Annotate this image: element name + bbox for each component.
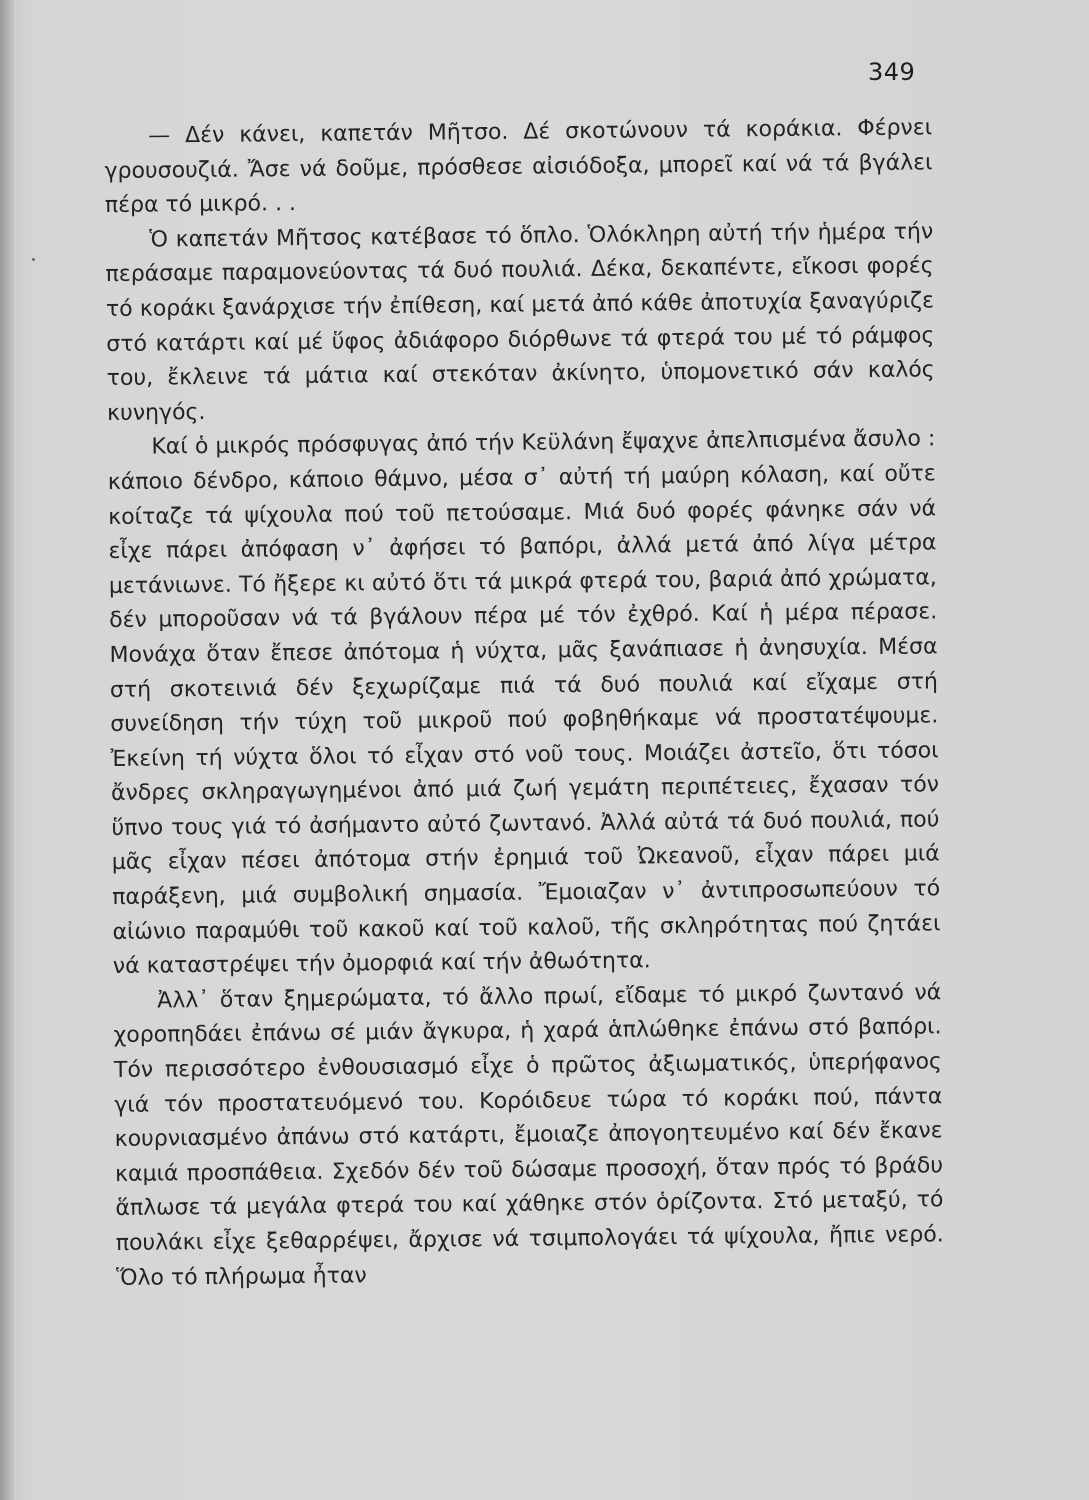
- paragraph-dawn: Ἀλλ᾽ ὅταν ξημερώματα, τό ἄλλο πρωί, εἴδαμε τό μικρό ζωντανό νά χοροπηδάει ἐπάνω σέ μιάν ἄγκυρα, ἡ χαρά ἁπλώθηκε ἐπάνω στό βαπόρι. Τόν περισσότερο ἐνθουσιασμό εἶχε ὁ πρῶτος ἀξιωματικός, ὑπερήφανος γιά τόν προστατευόμενό του. Κορόιδευε τώρα τό κοράκι πού, πάντα κουρνιασμένο ἀπάνω στό κατάρτι, ἔμοιαζε ἀπογοητευμένο καί δέν ἔκανε καμιά προσπάθεια. Σχεδόν δέν τοῦ δώσαμε προσοχή, ὅταν πρός τό βράδυ ἅπλωσε τά μεγάλα φτερά του καί χάθηκε στόν ὁρίζοντα. Στό μεταξύ, τό πουλάκι εἶχε ξεθαρρέψει, ἄρχισε νά τσιμπολογάει τά ψίχουλα, ἤπιε νερό. Ὅλο τό πλήρωμα ἦταν: [113, 980, 944, 1291]
- page-number: 349: [868, 58, 916, 86]
- scan-speck: [32, 258, 35, 261]
- paragraph-dialogue: — Δέν κάνει, καπετάν Μῆτσο. Δέ σκοτώνουν τά κοράκια. Φέρνει γρουσουζιά. Ἄσε νά δοῦμε, πρόσθεσε αἰσιόδοξα, μπορεῖ καί νά τά βγάλει πέρα τό μικρό. . .: [104, 115, 933, 219]
- page-binding-edge: [0, 0, 14, 1500]
- body-text: [104, 111, 944, 1296]
- paragraph-refugee-bird: Καί ὁ μικρός πρόσφυγας ἀπό τήν Κεϋλάνη ἔψαχνε ἀπελπισμένα ἄσυλο : κάποιο δένδρο, κάποιο θάμνο, μέσα σ᾽ αὐτή τή μαύρη κόλαση, καί οὔτε κοίταζε τά ψίχουλα πού τοῦ πετούσαμε. Μιά δυό φορές φάνηκε σάν νά εἶχε πάρει ἀπόφαση ν᾽ ἀφήσει τό βαπόρι, ἀλλά μετά ἀπό λίγα μέτρα μετάνιωνε. Τό ἤξερε κι αὐτό ὅτι τά μικρά φτερά του, βαριά ἀπό χρώματα, δέν μποροῦσαν νά τά βγάλουν πέρα μέ τόν ἐχθρό. Καί ἡ μέρα πέρασε. Μονάχα ὅταν ἔπεσε ἀπότομα ἡ νύχτα, μᾶς ξανάπιασε ἡ ἀνησυχία. Μέσα στή σκοτεινιά δέν ξεχωρίζαμε πιά τά δυό πουλιά καί εἴχαμε στή συνείδηση τήν τύχη τοῦ μικροῦ πού φοβηθήκαμε νά προστατέψουμε. Ἐκείνη τή νύχτα ὅλοι τό εἶχαν στό νοῦ τους. Μοιάζει ἀστεῖο, ὅτι τόσοι ἄνδρες σκληραγωγημένοι ἀπό μιά ζωή γεμάτη περιπέτειες, ἔχασαν τόν ὕπνο τους γιά τό ἀσήμαντο αὐτό ζωντανό. Ἀλλά αὐτά τά δυό πουλιά, πού μᾶς εἶχαν πέσει ἀπότομα στήν ἐρημιά τοῦ Ὠκεανοῦ, εἶχαν πάρει μιά παράξενη, μιά συμβολική σημασία. Ἔμοιαζαν ν᾽ ἀντιπροσωπεύουν τό αἰώνιο παραμύθι τοῦ κακοῦ καί τοῦ καλοῦ, τῆς σκληρότητας πού ζητάει νά καταστρέψει τήν ὀμορφιά καί τήν ἀθωότητα.: [107, 426, 941, 980]
- paragraph-captain: Ὁ καπετάν Μῆτσος κατέβασε τό ὅπλο. Ὁλόκληρη αὐτή τήν ἡμέρα τήν περάσαμε παραμονεύοντας τά δυό πουλιά. Δέκα, δεκαπέντε, εἴκοσι φορές τό κοράκι ξανάρχισε τήν ἐπίθεση, καί μετά ἀπό κάθε ἀποτυχία ξαναγύριζε στό κατάρτι καί μέ ὕφος ἀδιάφορο διόρθωνε τά φτερά του μέ τό ράμφος του, ἔκλεινε τά μάτια καί στεκόταν ἀκίνητο, ὑπομονετικό σάν καλός κυνηγός.: [105, 219, 935, 426]
